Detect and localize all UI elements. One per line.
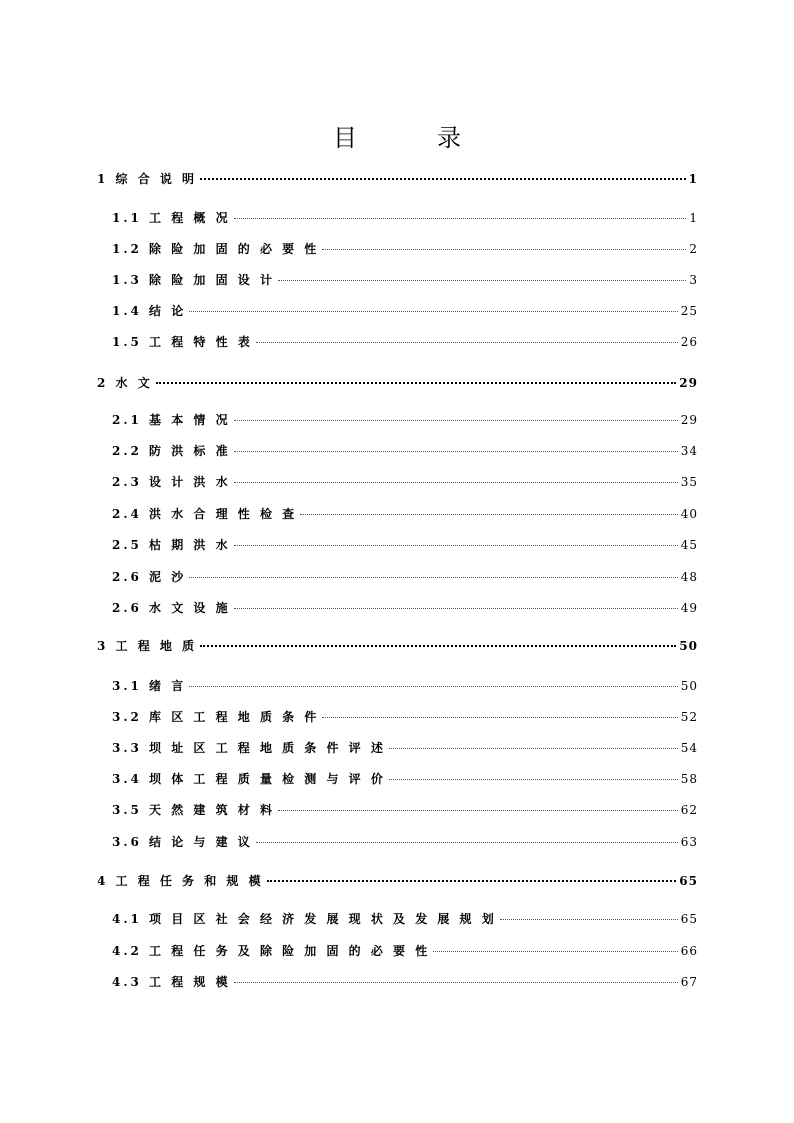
toc-page-number: 65 bbox=[679, 874, 698, 888]
toc-page-number: 50 bbox=[679, 639, 698, 653]
toc-entry-title: 3.4 坝 体 工 程 质 量 检 测 与 评 价 bbox=[112, 772, 386, 786]
toc-entry-title: 4.3 工 程 规 模 bbox=[112, 975, 231, 989]
toc-section-entry[interactable] bbox=[112, 568, 698, 585]
toc-page-number: 1 bbox=[688, 172, 698, 186]
toc-page-number: 48 bbox=[680, 570, 698, 584]
toc-page-number: 62 bbox=[680, 803, 698, 817]
toc-section-entry[interactable] bbox=[112, 333, 698, 350]
toc-page-number: 50 bbox=[680, 679, 698, 693]
toc-section-entry[interactable] bbox=[112, 536, 698, 553]
toc-entry-title: 2.1 基 本 情 况 bbox=[112, 413, 231, 427]
toc-entry-title: 4 工 程 任 务 和 规 模 bbox=[97, 874, 264, 888]
dot-leader bbox=[234, 608, 678, 609]
toc-entry-title: 3.1 绪 言 bbox=[112, 679, 187, 693]
dot-leader bbox=[256, 342, 678, 343]
toc-section-entry[interactable] bbox=[112, 910, 698, 927]
dot-leader bbox=[322, 249, 686, 250]
dot-leader bbox=[433, 951, 678, 952]
page-title: 目 录 bbox=[333, 124, 489, 152]
dot-leader bbox=[200, 645, 676, 647]
toc-page-number: 1 bbox=[689, 211, 698, 225]
toc-page-number: 3 bbox=[689, 273, 698, 287]
toc-page-number: 26 bbox=[680, 335, 698, 349]
toc-section-entry[interactable] bbox=[112, 209, 698, 226]
dot-leader bbox=[234, 545, 678, 546]
toc-entry-title: 1.3 除 险 加 固 设 计 bbox=[112, 273, 275, 287]
toc-page-number: 66 bbox=[680, 944, 698, 958]
dot-leader bbox=[234, 982, 678, 983]
dot-leader bbox=[189, 577, 677, 578]
toc-page-number: 49 bbox=[680, 601, 698, 615]
toc-entry-title: 2.2 防 洪 标 准 bbox=[112, 444, 231, 458]
dot-leader bbox=[278, 810, 678, 811]
toc-section-entry[interactable] bbox=[112, 708, 698, 725]
toc-section-entry[interactable] bbox=[112, 801, 698, 818]
dot-leader bbox=[234, 451, 678, 452]
dot-leader bbox=[156, 382, 677, 384]
toc-chapter-entry[interactable] bbox=[97, 872, 698, 889]
toc-page-number: 35 bbox=[680, 475, 698, 489]
toc-chapter-entry[interactable] bbox=[97, 637, 698, 654]
toc-section-entry[interactable] bbox=[112, 770, 698, 787]
toc-section-entry[interactable] bbox=[112, 271, 698, 288]
toc-entry-title: 1.5 工 程 特 性 表 bbox=[112, 335, 253, 349]
toc-section-entry[interactable] bbox=[112, 677, 698, 694]
toc-page-number: 25 bbox=[680, 304, 698, 318]
toc-entry-title: 2 水 文 bbox=[97, 376, 153, 390]
toc-entry-title: 4.1 项 目 区 社 会 经 济 发 展 现 状 及 发 展 规 划 bbox=[112, 912, 497, 926]
toc-page-number: 65 bbox=[680, 912, 698, 926]
dot-leader bbox=[256, 842, 678, 843]
dot-leader bbox=[389, 779, 678, 780]
dot-leader bbox=[234, 482, 678, 483]
toc-chapter-entry[interactable] bbox=[97, 170, 698, 187]
dot-leader bbox=[200, 178, 686, 180]
toc-page-number: 40 bbox=[680, 507, 698, 521]
toc-page-number: 67 bbox=[680, 975, 698, 989]
toc-page-number: 58 bbox=[680, 772, 698, 786]
toc-entry-title: 2.6 泥 沙 bbox=[112, 570, 187, 584]
toc-page-number: 63 bbox=[680, 835, 698, 849]
toc-entry-title: 2.3 设 计 洪 水 bbox=[112, 475, 231, 489]
toc-section-entry[interactable] bbox=[112, 739, 698, 756]
toc-section-entry[interactable] bbox=[112, 942, 698, 959]
toc-page-number: 29 bbox=[679, 376, 698, 390]
toc-section-entry[interactable] bbox=[112, 442, 698, 459]
dot-leader bbox=[500, 919, 678, 920]
toc-section-entry[interactable] bbox=[112, 599, 698, 616]
toc-page-number: 54 bbox=[680, 741, 698, 755]
dot-leader bbox=[189, 311, 677, 312]
toc-section-entry[interactable] bbox=[112, 240, 698, 257]
dot-leader bbox=[267, 880, 677, 882]
toc-section-entry[interactable] bbox=[112, 411, 698, 428]
toc-entry-title: 3.2 库 区 工 程 地 质 条 件 bbox=[112, 710, 320, 724]
toc-chapter-entry[interactable] bbox=[97, 374, 698, 391]
toc-entry-title: 3 工 程 地 质 bbox=[97, 639, 198, 653]
toc-entry-title: 3.5 天 然 建 筑 材 料 bbox=[112, 803, 275, 817]
toc-page-number: 45 bbox=[680, 538, 698, 552]
toc-page-number: 2 bbox=[689, 242, 698, 256]
toc-entry-title: 2.6 水 文 设 施 bbox=[112, 601, 231, 615]
toc-entry-title: 1.1 工 程 概 况 bbox=[112, 211, 231, 225]
toc-section-entry[interactable] bbox=[112, 473, 698, 490]
dot-leader bbox=[189, 686, 677, 687]
toc-section-entry[interactable] bbox=[112, 973, 698, 990]
toc-entry-title: 2.4 洪 水 合 理 性 检 查 bbox=[112, 507, 298, 521]
toc-section-entry[interactable] bbox=[112, 505, 698, 522]
toc-section-entry[interactable] bbox=[112, 833, 698, 850]
toc-entry-title: 2.5 枯 期 洪 水 bbox=[112, 538, 231, 552]
dot-leader bbox=[300, 514, 678, 515]
toc-entry-title: 4.2 工 程 任 务 及 除 险 加 固 的 必 要 性 bbox=[112, 944, 431, 958]
toc-entry-title: 1.4 结 论 bbox=[112, 304, 187, 318]
toc-entry-title: 3.3 坝 址 区 工 程 地 质 条 件 评 述 bbox=[112, 741, 386, 755]
dot-leader bbox=[322, 717, 677, 718]
dot-leader bbox=[389, 748, 678, 749]
toc-section-entry[interactable] bbox=[112, 302, 698, 319]
toc-entry-title: 1.2 除 险 加 固 的 必 要 性 bbox=[112, 242, 320, 256]
toc-page-number: 34 bbox=[680, 444, 698, 458]
dot-leader bbox=[234, 218, 687, 219]
toc-entry-title: 3.6 结 论 与 建 议 bbox=[112, 835, 253, 849]
toc-entry-title: 1 综 合 说 明 bbox=[97, 172, 198, 186]
toc-page-number: 29 bbox=[680, 413, 698, 427]
toc-page-number: 52 bbox=[680, 710, 698, 724]
dot-leader bbox=[278, 280, 686, 281]
dot-leader bbox=[234, 420, 678, 421]
